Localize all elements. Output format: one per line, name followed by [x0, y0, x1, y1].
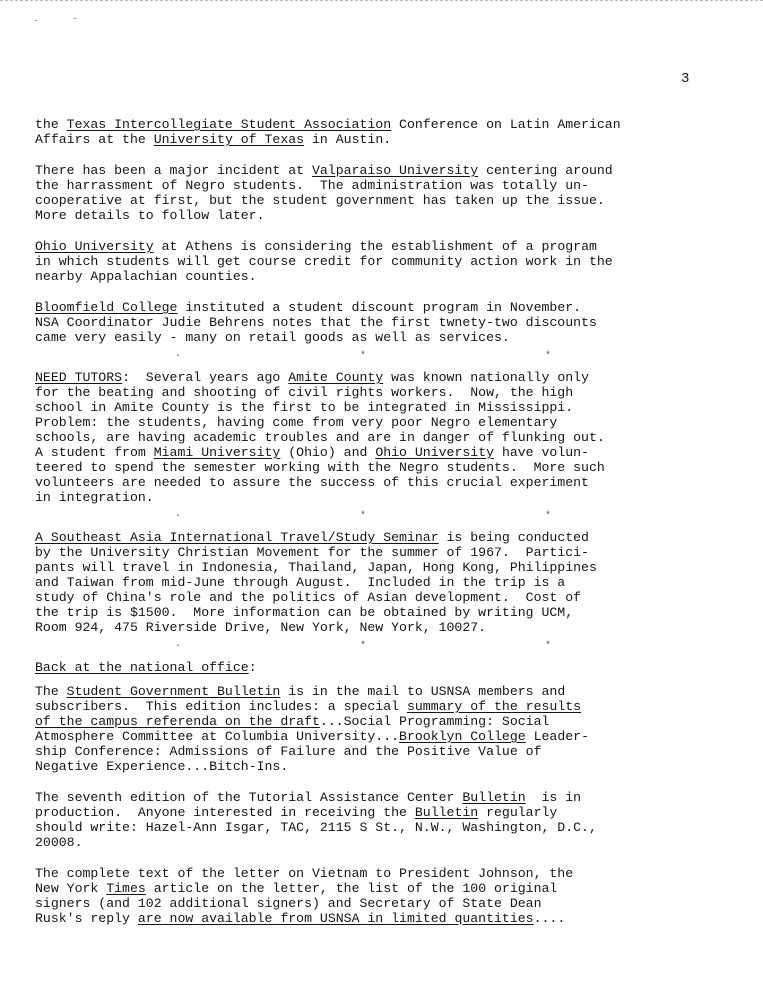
underlined-phrase: are now available from USNSA in limited quantities	[137, 911, 534, 926]
separator-mark: *	[545, 641, 552, 652]
text-line: The complete text of the letter on Vietnam to President Johnson, the	[35, 866, 574, 881]
text-run: A student from	[35, 445, 154, 460]
underlined-phrase: of the campus referenda on the draft	[35, 714, 320, 729]
text-run: The	[35, 684, 67, 699]
text-run: Affairs at the	[35, 132, 154, 147]
text-line: Negative Experience...Bitch-Ins.	[35, 759, 289, 774]
text-line: study of China's role and the politics of Asian development. Cost of	[35, 590, 582, 605]
underlined-org: Texas Intercollegiate Student Association	[66, 117, 392, 132]
paragraph-texas-conference	[35, 117, 747, 147]
paragraph-bloomfield	[35, 300, 747, 345]
text-line: for the beating and shooting of civil rights workers. Now, the high	[35, 385, 574, 400]
underlined-title: Times	[106, 881, 146, 896]
text-run: article on the letter, the list of the 100 original	[145, 881, 558, 896]
underlined-org: Ohio University	[35, 239, 154, 254]
text-run: subscribers. This edition includes: a special	[35, 699, 407, 714]
text-run: (Ohio) and	[280, 445, 376, 460]
page-top-edge	[0, 0, 763, 1]
section-separator	[35, 639, 747, 655]
text-run: The seventh edition of the Tutorial Assistance Center	[35, 790, 463, 805]
text-line: cooperative at first, but the student government has taken up the issue.	[35, 193, 605, 208]
underlined-org: Valparaiso University	[311, 163, 479, 178]
underlined-phrase: summary of the results	[406, 699, 582, 714]
paragraph-sg-bulletin	[35, 684, 747, 774]
separator-mark: *	[360, 351, 367, 362]
underlined-title: Bulletin	[414, 805, 479, 820]
text-run: centering around	[478, 163, 613, 178]
text-run: New York	[35, 881, 107, 896]
underlined-org: Brooklyn College	[399, 729, 526, 744]
speck-mark: -	[33, 16, 39, 26]
text-run: have volun-	[494, 445, 589, 460]
text-line: the trip is $1500. More information can be obtained by writing UCM,	[35, 605, 574, 620]
text-line: the harrassment of Negro students. The administration was totally un-	[35, 178, 589, 193]
separator-mark: ·	[175, 511, 182, 522]
section-separator	[35, 349, 747, 365]
text-line: pants will travel in Indonesia, Thailand, Japan, Hong Kong, Philippines	[35, 560, 597, 575]
text-run: was known nationally only	[383, 370, 589, 385]
text-line: Problem: the students, having come from very poor Negro elementary	[35, 415, 558, 430]
text-run: at Athens is considering the establishment of a program	[153, 239, 597, 254]
text-line: came very easily - many on retail goods as well as services.	[35, 330, 510, 345]
text-line: teered to spend the semester working with the Negro students. More such	[35, 460, 605, 475]
paragraph-asia-seminar	[35, 530, 747, 635]
text-run: in Austin.	[304, 132, 392, 147]
text-run: ...Social Programming: Social	[319, 714, 550, 729]
underlined-org: Ohio University	[375, 445, 495, 460]
separator-mark: *	[360, 511, 367, 522]
text-line: NSA Coordinator Judie Behrens notes that the first twnety-two discounts	[35, 315, 597, 330]
section-heading: NEED TUTORS	[35, 370, 123, 385]
national-office-heading	[35, 660, 747, 675]
text-run: is being conducted	[438, 530, 589, 545]
paragraph-tac-bulletin	[35, 790, 747, 850]
paragraph-need-tutors	[35, 370, 747, 505]
text-line: by the University Christian Movement for the summer of 1967. Partici-	[35, 545, 589, 560]
text-run: regularly	[478, 805, 558, 820]
text-line: Room 924, 475 Riverside Drive, New York, New York, 10027.	[35, 620, 487, 635]
section-heading: Back at the national office	[35, 660, 249, 675]
underlined-place: Amite County	[288, 370, 384, 385]
text-run: There has been a major incident at	[35, 163, 312, 178]
underlined-title: Bulletin	[462, 790, 526, 805]
speck-mark: -	[72, 14, 78, 24]
text-line: ship Conference: Admissions of Failure and the Positive Value of	[35, 744, 542, 759]
text-run: is in the mail to USNSA members and	[280, 684, 566, 699]
underlined-org: Bloomfield College	[35, 300, 178, 315]
underlined-title: A Southeast Asia International Travel/Study Seminar	[35, 530, 439, 545]
text-line: should write: Hazel-Ann Isgar, TAC, 2115 S St., N.W., Washington, D.C.,	[35, 820, 597, 835]
separator-mark: *	[360, 641, 367, 652]
underlined-org: Miami University	[153, 445, 281, 460]
text-line: 20008.	[35, 835, 83, 850]
text-run: Atmosphere Committee at Columbia University...	[35, 729, 400, 744]
page-number: 3	[681, 71, 690, 87]
separator-mark: *	[545, 511, 552, 522]
text-run: Conference on Latin American	[391, 117, 621, 132]
text-run: ....	[533, 911, 566, 926]
text-run: : Several years ago	[122, 370, 289, 385]
text-line: in which students will get course credit for community action work in the	[35, 254, 613, 269]
text-run: :	[248, 660, 257, 675]
text-run: is in	[525, 790, 582, 805]
text-line: volunteers are needed to assure the success of this crucial experiment	[35, 475, 589, 490]
text-line: signers (and 102 additional signers) and Secretary of State Dean	[35, 896, 542, 911]
paragraph-ohio-university	[35, 239, 747, 284]
separator-mark: *	[545, 351, 552, 362]
paragraph-vietnam-letter	[35, 866, 747, 926]
text-line: schools, are having academic troubles and are in danger of flunking out.	[35, 430, 605, 445]
text-line: nearby Appalachian counties.	[35, 269, 257, 284]
paragraph-valparaiso	[35, 163, 747, 223]
text-run: production. Anyone interested in receiving the	[35, 805, 415, 820]
text-line: in integration.	[35, 490, 154, 505]
text-line: and Taiwan from mid-June through August. Included in the trip is a	[35, 575, 566, 590]
underlined-org: University of Texas	[153, 132, 305, 147]
separator-mark: ·	[175, 351, 182, 362]
text-line: school in Amite County is the first to be integrated in Mississippi.	[35, 400, 574, 415]
text-run: instituted a student discount program in November.	[177, 300, 582, 315]
text-run: Rusk's reply	[35, 911, 138, 926]
separator-mark: ·	[175, 641, 182, 652]
underlined-title: Student Government Bulletin	[66, 684, 281, 699]
section-separator	[35, 509, 747, 525]
document-body	[35, 117, 747, 926]
text-run: Leader-	[525, 729, 589, 744]
text-line: More details to follow later.	[35, 208, 265, 223]
text-run: the	[35, 117, 67, 132]
